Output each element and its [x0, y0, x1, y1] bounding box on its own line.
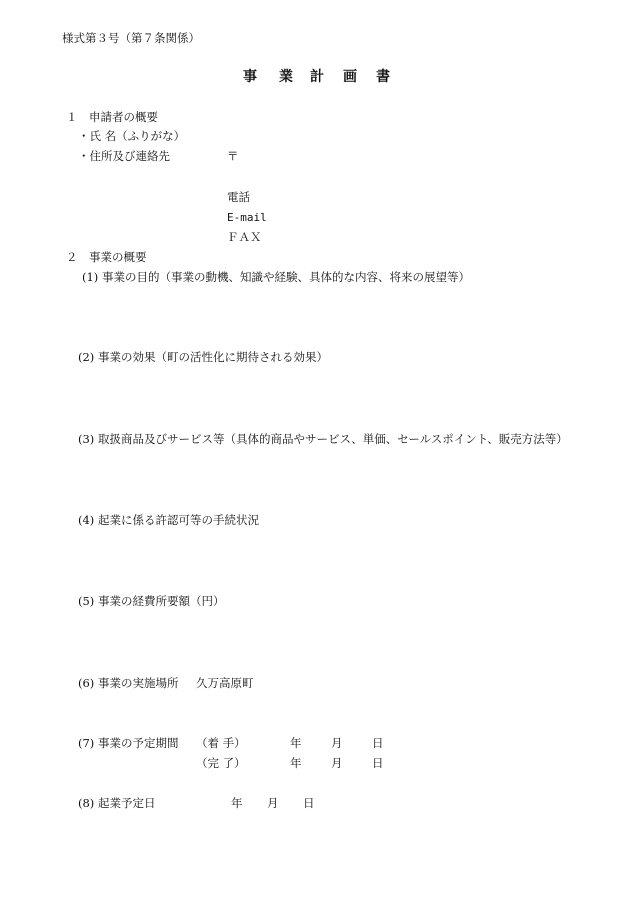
- title-char: 事: [243, 69, 257, 85]
- email-label: E-mail: [227, 211, 267, 224]
- item-6-location-label: (6) 事業の実施場所: [78, 676, 179, 690]
- item-7-start-day: 日: [372, 736, 384, 750]
- item-7-end-month: 月: [331, 756, 343, 770]
- title-char: 書: [376, 69, 390, 85]
- name-label: ・氏 名（ふりがな）: [78, 129, 186, 143]
- title-char: 業: [279, 69, 293, 85]
- form-number: 様式第３号（第７条関係）: [62, 31, 200, 45]
- item-8-month: 月: [267, 796, 279, 810]
- item-7-end-year: 年: [290, 756, 302, 770]
- section-2-heading: ２ 事業の概要: [66, 250, 147, 264]
- item-6-location-value: 久万高原町: [196, 676, 254, 690]
- title-char: 画: [343, 69, 357, 85]
- fax-label: ＦＡＸ: [227, 230, 262, 244]
- item-1-purpose: (1) 事業の目的（事業の動機、知識や経験、具体的な内容、将来の展望等）: [82, 270, 470, 284]
- phone-label: 電話: [227, 190, 250, 204]
- postal-mark: 〒: [227, 149, 239, 163]
- item-2-effect: (2) 事業の効果（町の活性化に期待される効果）: [78, 350, 328, 364]
- item-7-end-label: （完 了）: [196, 756, 246, 770]
- item-7-start-month: 月: [331, 736, 343, 750]
- item-7-period-label: (7) 事業の予定期間: [78, 736, 179, 750]
- item-7-start-label: （着 手）: [196, 736, 246, 750]
- item-8-year: 年: [231, 796, 243, 810]
- section-1-heading: １ 申請者の概要: [66, 110, 158, 124]
- address-label: ・住所及び連絡先: [78, 149, 170, 163]
- item-7-start-year: 年: [290, 736, 302, 750]
- item-3-products: (3) 取扱商品及びサービス等（具体的商品やサービス、単価、セールスポイント、販売方法等）: [78, 432, 568, 446]
- title-char: 計: [310, 69, 324, 85]
- item-5-cost: (5) 事業の経費所要額（円）: [78, 594, 225, 608]
- item-8-day: 日: [303, 796, 315, 810]
- item-8-start-date-label: (8) 起業予定日: [78, 796, 156, 810]
- item-7-end-day: 日: [372, 756, 384, 770]
- item-4-permits: (4) 起業に係る許認可等の手続状況: [78, 513, 259, 527]
